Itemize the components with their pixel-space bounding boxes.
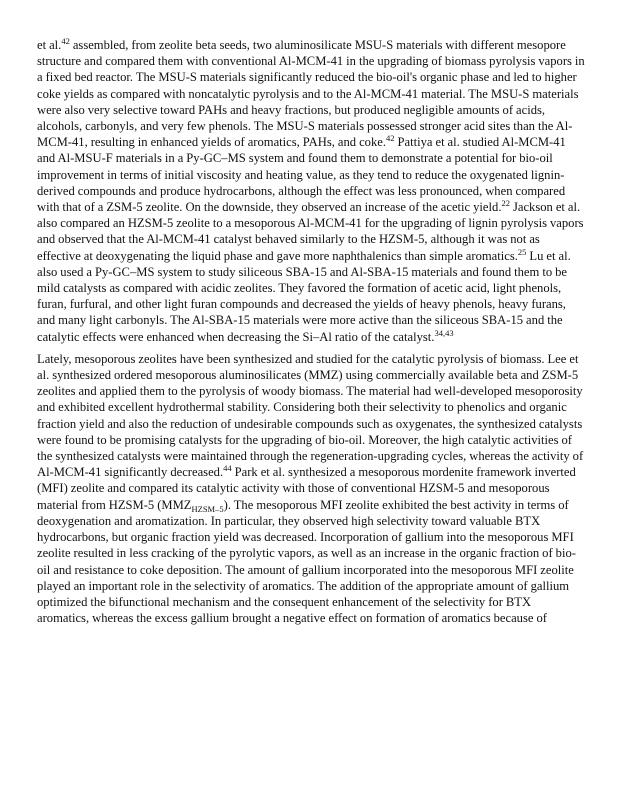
- text-run: assembled, from zeolite beta seeds, two aluminosilicate MSU-S materials with different mesopore structure and compared them with conventional Al-MCM-41 in the upgrading of biomass pyrolysis vapors in a fixed bed reactor. The MSU-S materials significantly reduced the bio-oil's organic phase and led to higher coke yields as compared with noncatalytic pyrolysis and to the Al-MCM-41 material. The MSU-S materials were also very selective toward PAHs and heavy fractions, but produced negligible amounts of acids, alcohols, carbonyls, and very few phenols. The MSU-S materials possessed stronger acid sites than the Al-MCM-41, resulting in enhanced yields of aromatics, PAHs, and coke.: [37, 38, 585, 150]
- citation-superscript: 25: [517, 246, 527, 257]
- text-run: ). The mesoporous MFI zeolite exhibited the best activity in terms of deoxygenation and aromatization. In particular, they observed high selectivity toward valuable BTX hydrocarbons, but organic fraction yield was decreased. Incorporation of gallium into the mesoporous MFI zeolite resulted in less cracking of the pyrolytic vapors, as well as an increase in the organic fraction of bio-oil and resistance to coke deposition. The amount of gallium incorporated into the mesoporous MFI zeolite played an important role in the selectivity of aromatics. The addition of the appropriate amount of gallium optimized the bifunctional mechanism and the consequent enhancement of the selectivity for BTX aromatics, whereas the excess gallium brought a negative effect on formation of aromatics because of: [37, 497, 576, 626]
- text-run: et al.: [37, 38, 62, 52]
- text-run: Lately, mesoporous zeolites have been synthesized and studied for the catalytic pyrolysis of biomass. Lee et al. synthesized ordered mesoporous aluminosilicates (MMZ) using commercially available beta and ZSM-5 zeolites and applied them to the pyrolysis of woody biomass. The material had well-developed mesoporosity and exhibited excellent hydrothermal stability. Considering both their selectivity to phenolics and organic fraction yield and also the reduction of undesirable compounds such as oxygenates, the synthesized catalysts were found to be promising catalysts for the upgrading of bio-oil. Moreover, the high catalytic activities of the synthesized catalysts were maintained through the regeneration-upgrading cycles, whereas the activity of Al-MCM-41 significantly decreased.: [37, 351, 584, 480]
- citation-superscript: 34,43: [434, 327, 454, 338]
- citation-superscript: 44: [223, 463, 232, 474]
- text-run: Pattiya et al. studied Al-MCM-41 and Al-MSU-F materials in a Py-GC–MS system and found them to demonstrate a potential for bio-oil improvement in terms of initial viscosity and heating value, as they tend to reduce the oxygenated lignin-derived compounds and produce hydrocarbons, although the effect was less pronounced, when compared with that of a ZSM-5 zeolite. On the downside, they observed an increase of the acetic yield.: [37, 135, 566, 215]
- paragraph-1: [37, 37, 585, 345]
- subscript: HZSM–5: [191, 503, 224, 514]
- citation-superscript: 42: [386, 133, 395, 144]
- paragraph-2: [37, 351, 585, 626]
- citation-superscript: 42: [61, 36, 70, 46]
- document-page: [37, 37, 585, 626]
- text-run: Lu et al. also used a Py-GC–MS system to study siliceous SBA-15 and Al-SBA-15 materials and found them to be mild catalysts as compared with acidic zeolites. They favored the formation of acetic acid, light phenols, furan, furfural, and other light furan compounds and decreased the yields of heavy phenols, heavy furans, and many light carbonyls. The Al-SBA-15 materials were more active than the siliceous SBA-15 and the catalytic effects were enhanced when decreasing the Si–Al ratio of the catalyst.: [37, 248, 571, 344]
- text-run: Park et al. synthesized a mesoporous mordenite framework inverted (MFI) zeolite and compared its catalytic activity with those of conventional HZSM-5 and mesoporous material from HZSM-5 (MMZ: [37, 465, 576, 512]
- text-run: Jackson et al. also compared an HZSM-5 zeolite to a mesoporous Al-MCM-41 for the upgrading of lignin pyrolysis vapors and observed that the Al-MCM-41 catalyst behaved similarly to the HZSM-5, although it was not as effective at deoxygenating the liquid phase and gave more naphthalenics than simple aromatics.: [37, 200, 584, 263]
- citation-superscript: 22: [501, 198, 510, 209]
